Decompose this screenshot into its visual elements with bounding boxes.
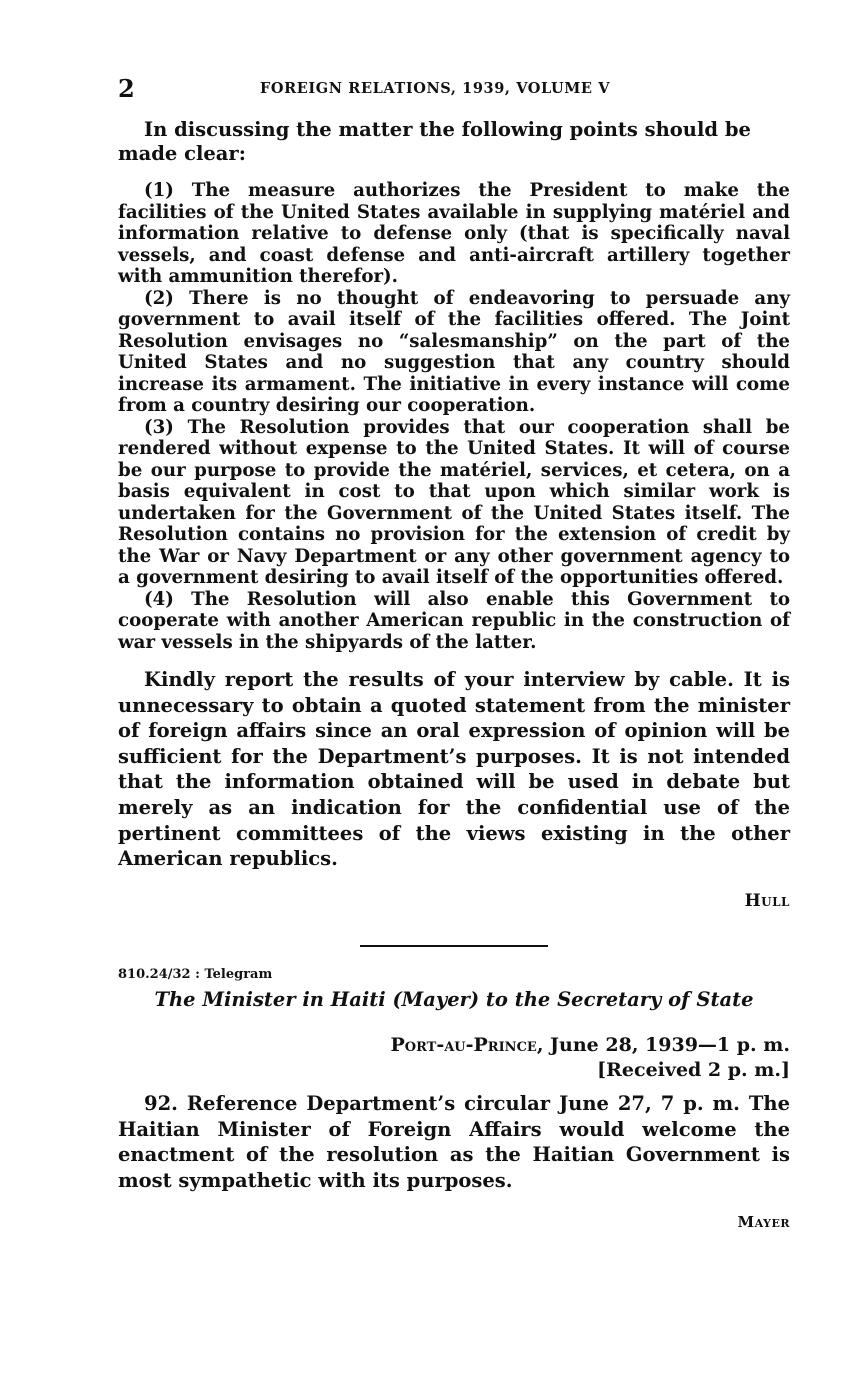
section-divider (360, 945, 548, 947)
file-number: 810.24/32 : Telegram (118, 967, 273, 983)
signature-hull: Hull (744, 891, 790, 912)
point-3: (3) The Resolution provides that our cooperation shall be rendered without expense to the United States. It will of course be our purpose to provide the matériel, services, et cetera, on a basis equivalent in cost to that upon which similar work is undertaken for the Government of the United States itself. The Resolution contains no provision for the extension of credit by the War or Navy Department or any other government agency to a government desiring to avail itself of the opportunities offered. (118, 416, 790, 588)
document-page (118, 70, 790, 1231)
dateline-date: June 28, 1939—1 p. m. (543, 1034, 790, 1057)
closing-paragraph: Kindly report the results of your interview by cable. It is unnecessary to obtain a quoted statement from the minister of foreign affairs since an oral expression of opinion will be sufficient for the Department’s purposes. It is not intended that the information obtained will be used in debate but merely as an indication for the confidential use of the pertinent committees of the views existing in the other American republics. (118, 668, 790, 871)
page-number: 2 (118, 74, 135, 103)
point-1: (1) The measure authorizes the President to make the facilities of the United States available in supplying matériel and information relative to defense only (that is specifically naval vessels, and coast defense and anti-aircraft artillery together with ammunition therefor). (118, 180, 790, 287)
intro-paragraph: In discussing the matter the following points should be made clear: (118, 118, 751, 165)
dateline-place: Port-au-Prince, (390, 1034, 544, 1057)
point-4: (4) The Resolution will also enable this Government to cooperate with another American republic in the construction of war vessels in the shipyards of the latter. (118, 588, 790, 653)
dateline (118, 1033, 790, 1058)
point-2: (2) There is no thought of endeavoring to persuade any government to avail itself of the facilities offered. The Joint Resolution envisages no “salesmanship” on the part of the United States and no suggestion that any country should increase its armament. The initiative in every instance will come from a country desiring our cooperation. (118, 287, 790, 416)
running-title: FOREIGN RELATIONS, 1939, VOLUME V (260, 80, 611, 97)
running-header (118, 70, 790, 104)
signature-mayer: Mayer (737, 1213, 790, 1232)
points-list (118, 180, 790, 653)
telegram-body: 92. Reference Department’s circular June 27, 7 p. m. The Haitian Minister of Foreign Affairs would welcome the enactment of the resolution as the Haitian Government is most sympathetic with its purposes. (118, 1092, 790, 1193)
telegram-title: The Minister in Haiti (Mayer) to the Secretary of State (154, 988, 754, 1012)
received-note: [Received 2 p. m.] (597, 1059, 790, 1082)
